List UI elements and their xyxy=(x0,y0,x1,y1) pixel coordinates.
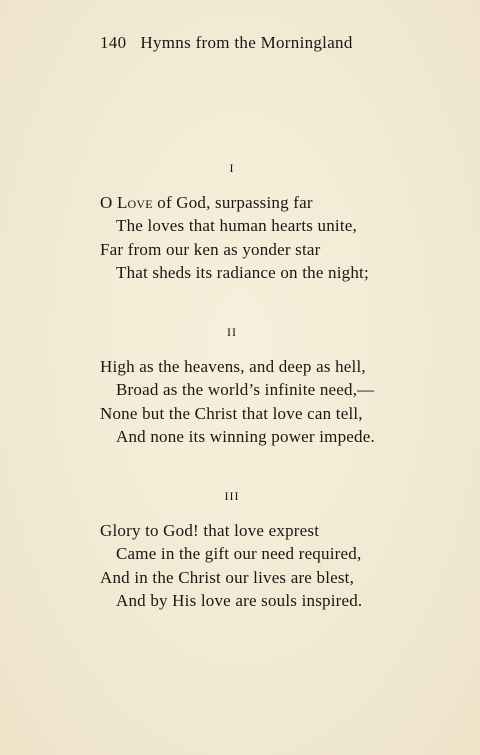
verse-line: That sheds its radiance on the night; xyxy=(116,262,369,282)
verse-line: Far from our ken as yonder star xyxy=(100,239,321,259)
stanza-number-1: I xyxy=(229,161,235,175)
stanza-2 xyxy=(100,355,375,448)
stanza-1 xyxy=(100,191,369,284)
verse-line: High as the heavens, and deep as hell, xyxy=(100,357,366,376)
verse-line: And by His love are souls inspired. xyxy=(116,590,363,610)
verse-line xyxy=(100,191,369,214)
page-number: 140 xyxy=(100,33,127,52)
verse-line: None but the Christ that love can tell, xyxy=(100,403,363,423)
verse-line-text: of God, surpassing far xyxy=(152,193,313,212)
stanza-3 xyxy=(100,519,362,612)
opening-word: O xyxy=(100,193,113,212)
verse-line: Glory to God! that love exprest xyxy=(100,521,320,540)
verse-line: And none its winning power impede. xyxy=(116,426,375,446)
verse-line: And in the Christ our lives are blest, xyxy=(100,567,355,587)
running-title: Hymns from the Morningland xyxy=(140,33,353,52)
running-head xyxy=(100,33,353,53)
stanza-number-3: III xyxy=(224,489,240,503)
verse-line: Broad as the world’s infinite need,— xyxy=(116,380,375,400)
stanza-number-2: II xyxy=(227,325,237,339)
verse-line: Came in the gift our need required, xyxy=(116,544,362,564)
verse-line: The loves that human hearts unite, xyxy=(116,216,357,236)
small-caps-word: Love xyxy=(116,193,153,212)
